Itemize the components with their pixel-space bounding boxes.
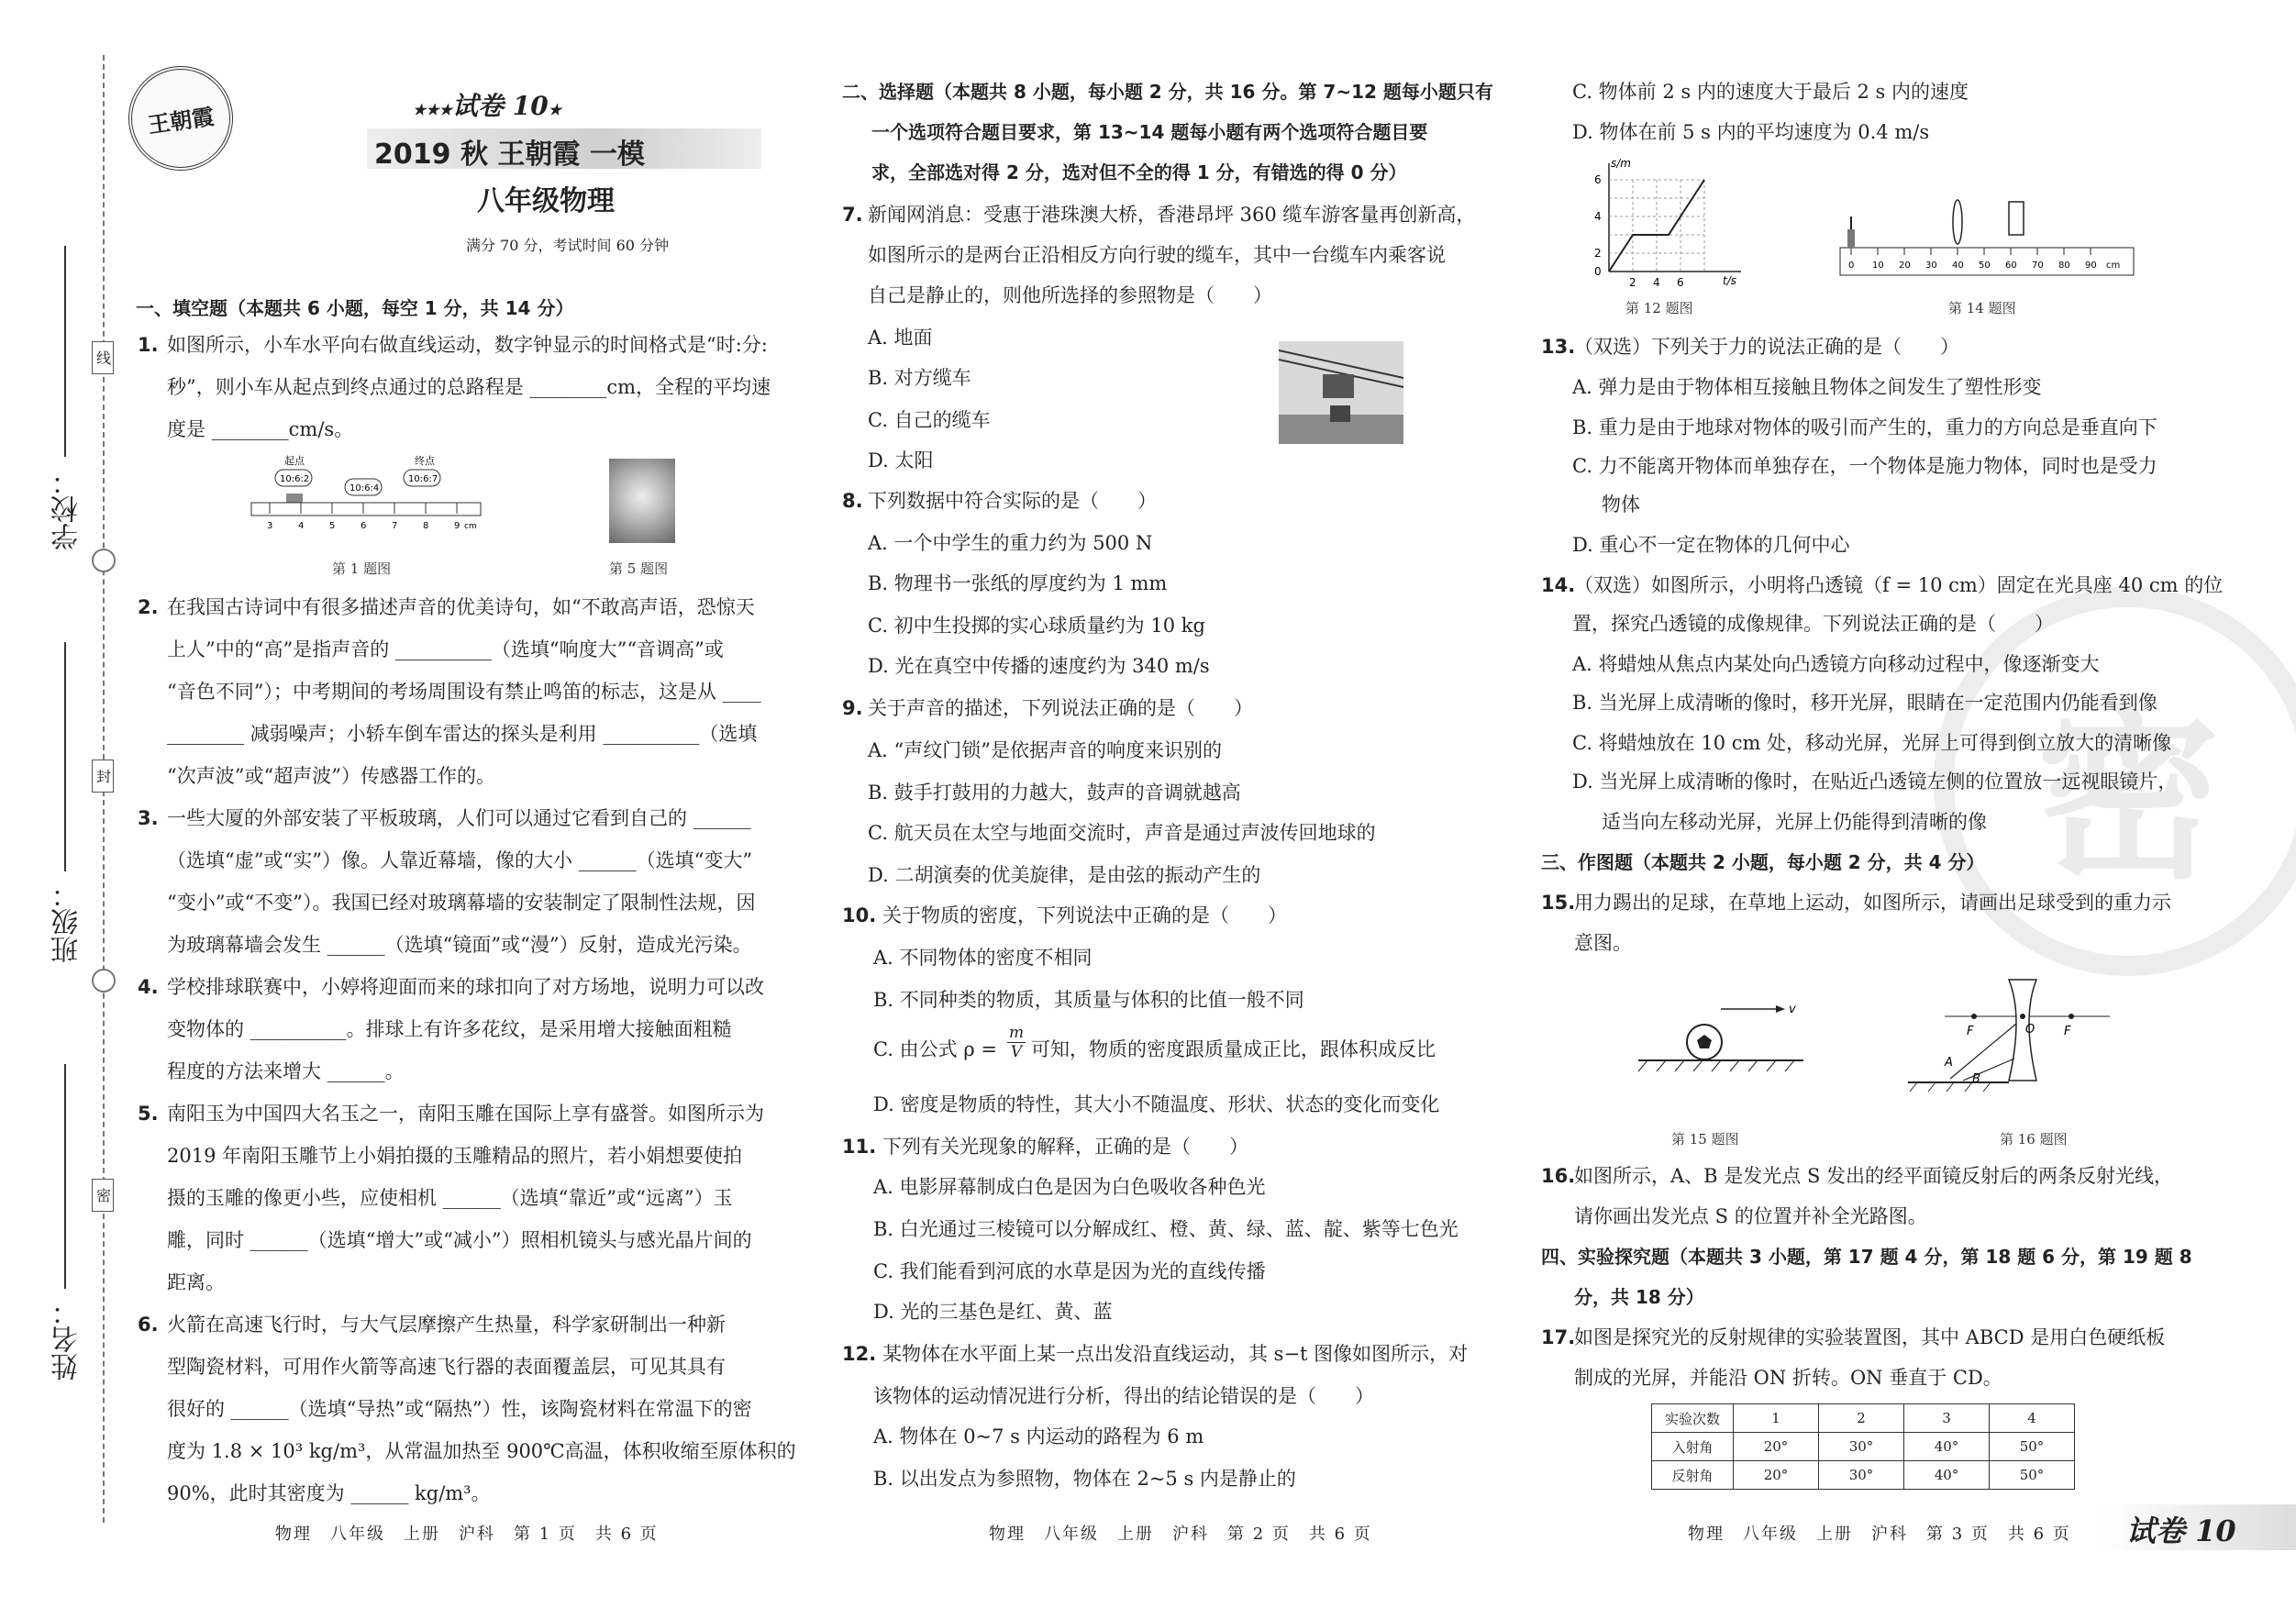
- school-label: 学校：: [51, 468, 83, 550]
- svg-text:0: 0: [1594, 265, 1602, 278]
- q12-option-d[interactable]: D. 物体在前 5 s 内的平均速度为 0.4 m/s: [1572, 121, 1930, 143]
- fig7-cable-car-photo: [1279, 341, 1403, 444]
- svg-text:4: 4: [1594, 210, 1602, 223]
- svg-text:6: 6: [1594, 173, 1602, 186]
- svg-text:60: 60: [2005, 261, 2017, 271]
- table-row: 反射角 20° 30° 40° 50°: [1652, 1461, 2075, 1490]
- fig1-clock-3: 10:6:7: [408, 474, 438, 484]
- exam-info: 满分 70 分，考试时间 60 分钟: [466, 237, 670, 254]
- section-fill-blank: 一、填空题（本题共 6 小题，每空 1 分，共 14 分）: [136, 297, 574, 319]
- watermark-stamp: 密: [1934, 587, 2296, 976]
- page-subtitle: 八年级物理: [477, 185, 615, 217]
- seal-char-seal: 封: [92, 760, 114, 793]
- density-fraction: m V: [1009, 1024, 1025, 1061]
- svg-text:4: 4: [1653, 276, 1660, 289]
- figure-16-mirror[interactable]: [1899, 970, 2119, 1099]
- svg-text:80: 80: [2058, 261, 2070, 271]
- svg-text:v: v: [1789, 1003, 1796, 1016]
- page-2-footer: 物理 八年级 上册 沪科 第 2 页 共 6 页: [989, 1525, 1372, 1544]
- svg-text:10: 10: [1872, 261, 1884, 271]
- figure-12-st-graph: [1585, 154, 1750, 292]
- svg-text:F: F: [1967, 1025, 1974, 1038]
- svg-text:30: 30: [1925, 261, 1937, 271]
- fig5-caption: 第 5 题图: [609, 560, 669, 577]
- fig14-caption: 第 14 题图: [1948, 300, 2016, 316]
- svg-text:0: 0: [1848, 261, 1855, 271]
- table-header-row: 实验次数 1 2 3 4: [1652, 1404, 2075, 1433]
- svg-text:s/m: s/m: [1611, 157, 1631, 170]
- svg-text:B: B: [1972, 1072, 1980, 1086]
- logo-text: 王朝霞: [146, 102, 216, 139]
- svg-text:90: 90: [2085, 261, 2097, 271]
- figure-14-optical-bench: [1831, 189, 2143, 281]
- svg-text:5: 5: [329, 521, 336, 531]
- seal-char-secret: 密: [92, 1179, 114, 1212]
- page-title: 2019 秋 王朝霞 一模: [374, 139, 645, 171]
- fig1-clock-1: 10:6:2: [280, 474, 310, 484]
- svg-text:40: 40: [1952, 261, 1964, 271]
- svg-text:70: 70: [2032, 261, 2044, 271]
- series-star-after: ★: [548, 101, 562, 118]
- school-field[interactable]: [64, 246, 66, 457]
- svg-text:3: 3: [267, 521, 273, 531]
- svg-text:A: A: [1945, 1056, 1953, 1070]
- svg-text:2: 2: [1594, 247, 1602, 260]
- figure-15-football[interactable]: [1629, 996, 1813, 1088]
- fig12-caption: 第 12 题图: [1625, 300, 1693, 316]
- svg-text:cm: cm: [2106, 261, 2121, 271]
- svg-text:F: F: [2064, 1025, 2071, 1038]
- fig1-caption: 第 1 题图: [332, 560, 392, 577]
- table-row: 入射角 20° 30° 40° 50°: [1652, 1433, 2075, 1461]
- svg-text:6: 6: [360, 521, 367, 531]
- series-label: ★★★试卷 10★: [413, 91, 562, 121]
- name-label: 姓名：: [51, 1298, 83, 1381]
- svg-text:7: 7: [392, 521, 398, 531]
- svg-text:cm: cm: [464, 522, 477, 531]
- figure-1-ruler: [250, 453, 488, 545]
- fig5-jade-photo: [609, 459, 675, 543]
- series-stars: ★★★: [413, 101, 453, 118]
- logo-seal: [128, 66, 233, 171]
- reflection-table: [1651, 1403, 2075, 1490]
- section-drawing: 三、作图题（本题共 2 小题，每小题 2 分，共 4 分）: [1541, 851, 1985, 873]
- svg-text:4: 4: [298, 521, 305, 531]
- svg-text:20: 20: [1899, 261, 1911, 271]
- fig16-caption: 第 16 题图: [2000, 1131, 2068, 1148]
- name-field[interactable]: [64, 1064, 66, 1289]
- fig1-start-label: 起点: [284, 455, 305, 467]
- fig15-caption: 第 15 题图: [1671, 1131, 1739, 1148]
- page-3-footer: 物理 八年级 上册 沪科 第 3 页 共 6 页: [1688, 1525, 2071, 1544]
- svg-text:50: 50: [1979, 261, 1991, 271]
- q12-option-c[interactable]: C. 物体前 2 s 内的速度大于最后 2 s 内的速度: [1572, 81, 1969, 103]
- class-field[interactable]: [64, 642, 66, 871]
- fig1-end-label: 终点: [415, 455, 435, 467]
- page-1-footer: 物理 八年级 上册 沪科 第 1 页 共 6 页: [275, 1525, 659, 1544]
- svg-text:6: 6: [1677, 276, 1684, 289]
- svg-text:t/s: t/s: [1723, 274, 1736, 287]
- svg-text:O: O: [2025, 1023, 2035, 1037]
- svg-text:9: 9: [454, 521, 460, 531]
- binding-hole: [92, 549, 116, 572]
- svg-text:8: 8: [423, 521, 429, 531]
- fig1-clock-2: 10:6:4: [349, 483, 380, 494]
- binding-hole: [92, 969, 116, 993]
- seal-char-line: 线: [92, 341, 114, 374]
- corner-tag: 试卷 10: [2126, 1514, 2236, 1548]
- class-label: 班级：: [51, 881, 83, 963]
- svg-text:2: 2: [1629, 276, 1636, 289]
